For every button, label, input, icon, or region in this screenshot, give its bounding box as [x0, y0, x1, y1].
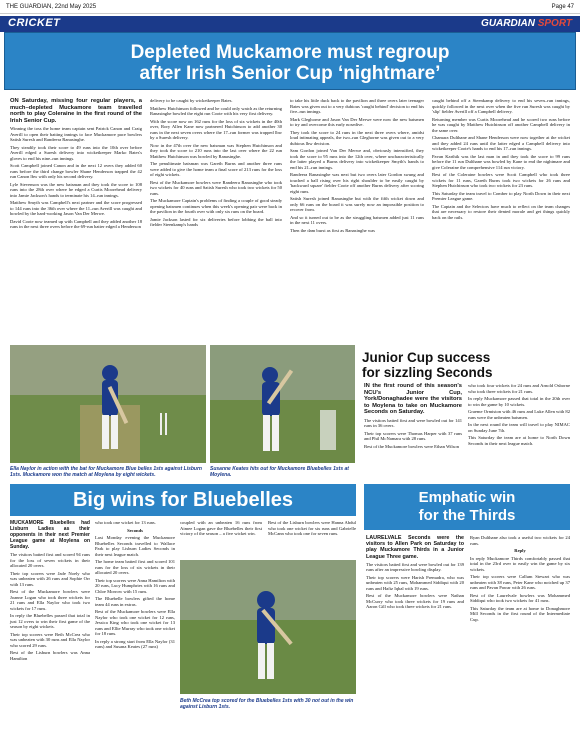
article-paragraph: caught behind off a Steenkamp delivery to end his seven–run innings, quickly followed in the next over when the five run Suresh was caught by 'slip' fielder Averill off a Campbell delivery. [432, 98, 570, 114]
thirds-column-1 [366, 535, 464, 612]
brand-word-2: SPORT [537, 18, 572, 29]
bluebelles-paragraph: The visitors batted first and scored 94 runs for the loss of seven wickets in their allocated 20 overs. [10, 552, 90, 568]
photo-batter-illustration [10, 345, 206, 463]
bluebelles-paragraph: In reply a strong start from Ella Naylor (31 runs) and Susana Keates (27 runs) [95, 638, 175, 649]
photo-fielder [180, 560, 356, 694]
article-paragraph: The penultimate batsman was Gareth Burns and another three runs were added to give the home team a final score of 213 runs for the loss of eight wickets. [150, 161, 282, 177]
bluebelles-paragraph: Their top scorers were Jade Noely who was unbeaten with 26 runs and Sophie Orr with 13 runs. [10, 570, 90, 587]
article-paragraph: With the score now on 162 runs for the loss of six wickets in the 40th over, Rory Allen Kane now partnered Hutchinson to add another 30 runs in the next seven overs where the 17–run former was trapped lbw by a Suresh delivery. [150, 118, 282, 140]
thirds-subhead: Reply [514, 548, 526, 553]
bluebelles-paragraph: In reply the Bluebelles passed that total in just 12 overs to win their first game of the season by eight wickets. [10, 613, 90, 629]
page-number: Page 47 [551, 4, 574, 10]
bluebelles-column-2 [95, 520, 175, 652]
thirds-paragraph: Ryan Dulthane also took a useful two wickets for 24 runs. [470, 535, 570, 546]
junior-headline-line-1: Junior Cup success [362, 350, 491, 365]
bluebelles-paragraph: Best of the Lisburn bowlers was Anna Hamilton [10, 650, 90, 661]
article-paragraph: Satish Suresh joined Ranasinghe but with the fifth wicket down and only 66 runs on the board it was surely now an impossible position to recover from. [290, 196, 424, 212]
junior-paragraph: In the next round the team will travel to play NIMAC on Sunday June 7th. [468, 422, 570, 433]
photo-fielder-illustration [180, 560, 356, 694]
thirds-paragraph: Their top scorers were Callum Stewart who was unbeaten with 38 runs, Peter Kane who notched up 37 runs and Pavan Pawar with 26 runs. [470, 574, 570, 590]
thirds-paragraph: The visitors batted first and were bowled out for 139 runs after an impressive bowling display. [366, 561, 464, 573]
thirds-lead: LAURELVALE Seconds were the visitors to Allen Park on Saturday to play Muckamore Thirds in a Junior League Three game. [366, 535, 464, 560]
junior-paragraph: Their top scorers were Thomas Harper with 37 runs and Phil McNamara with 28 runs. [364, 430, 462, 442]
article-paragraph: Mark Gleghorne and Jason Van Der Merwe were now the new batsmen to try and overcome this early nosedive. [290, 116, 424, 127]
brand-word-1: GUARDIAN [481, 18, 535, 29]
photo-hitter [210, 345, 355, 463]
article-paragraph: The Muckamore Captain's problems of finding a couple of good steady opening batsmen continues when this week's opening pair were back in the pavilion in the fourth over with only six runs on the board. [150, 198, 282, 214]
brand-logo [481, 18, 572, 29]
bluebelles-paragraph: The Bluebelle bowlers gifted the home team 44 runs in extras. [95, 596, 175, 607]
article-paragraph: The Captain and the Selectors have much to reflect on the team changes that are necessary to restore their dented morale and get things quickly back on the rails. [432, 203, 570, 220]
bluebelles-paragraph: Their top scorers were Anna Hamilton with 20 runs, Lucy Humphries with 16 runs and Chloe Morrow with 15 runs. [95, 577, 175, 594]
photo-caption-2: Susanne Keates hits out for Muckamore Bluebelles 1sts at Moylena. [210, 466, 349, 478]
bluebelles-paragraph: Their top scorers were Beth McCrea who was unbeaten with 30 runs and Ella Naylor who scored 29 runs. [10, 631, 90, 648]
junior-paragraph: who took four wickets for 24 runs and Arnold Osborne who took three wickets for 21 runs. [468, 383, 570, 394]
article-paragraph: Randeera Ranasinghe was next but two overs later Gordon swung and touched a ball rising over his right shoulder to be easily caught by 'backward square' fielder Coote off another Burns delivery after scoring eight runs. [290, 172, 424, 194]
thirds-column-2 [470, 535, 570, 624]
photo-caption-1: Ella Naylor in action with the bat for Muckamore Blue belles 1sts against Lisburn 1sts. Muckamore won the match at Moylena by eight wickets. [10, 466, 202, 478]
article-paragraph: Now in the 47th over the new batsman was Stephen Hutchinson and they took the score to 210 runs into the last over where the 22 run Matthew Hutchinson was bowled by Ranasinghe. [150, 142, 282, 159]
article-paragraph: This Saturday the team travel to Comber to play North Down in their next Premier League game. [432, 190, 570, 201]
junior-paragraph: The visitors batted first and were bowled out for 141 runs in 36 overs. [364, 417, 462, 429]
article-paragraph: Chamara Dulthane and Shane Henderson were now together at the wicket and they added 24 runs until the latter edged a Campbell delivery into wicketkeeper Coote's hands to end his 17–run innings. [432, 135, 570, 151]
article-paragraph: Lyle Stevenson was the new batsman and they took the score to 108 runs into the 28th over where he edged a Curtis Moorehead delivery into Jamie Jackson's hands to terminate his 14–run innings. [10, 181, 142, 198]
article-paragraph: Winning the toss the home team captain sent Patrick Canon and Craig Averill to open their batting innings to face Muckamore pace bowlers Satish Suresh and Randeera Ranasinghe. [10, 126, 142, 143]
thirds-headline-line-1: Emphatic win [418, 489, 516, 506]
junior-lead: IN the first round of this season's NCU's Junior Cup, York/Donaghadee were the visitors to Moylena to take on Muckamore Seconds on Saturday. [364, 383, 462, 416]
photo-batter [10, 345, 206, 463]
article-paragraph: Best of the Muckamore bowlers were Randeera Ranasinghe who took two wickets for 40 runs and Satish Suresh who took two wickets for 50 runs. [150, 179, 282, 196]
article-paragraph: to take his little duck back to the pavilion and three overs later teenager Bates was given out to a very dubious 'caught behind' decision to end his five–run innings. [290, 98, 424, 114]
bluebelles-paragraph: Best of the Muckamore bowlers were Joanne Logan who took three wickets for 21 runs and Ella Naylor who took two wickets for 17 runs. [10, 589, 90, 611]
junior-headline-line-2: for sizzling Seconds [362, 365, 493, 380]
section-label: CRICKET [8, 17, 61, 29]
article-column-3 [290, 98, 424, 235]
photo-caption-3: Beth McCrea top scored for the Bluebelles 1sts with 30 not out in the win against Lisburn 1sts. [180, 698, 354, 710]
article-paragraph: Scott Campbell joined Canon and in the next 12 overs they added 60 runs before the third change bowler Shane Henderson trapped the 42 run Canon lbw with only his second delivery. [10, 163, 142, 180]
article-paragraph: Returning member was Curtis Moorehead and he scored two runs before he was caught by Matthew Hutchinson off another Campbell delivery in the same over. [432, 116, 570, 133]
bluebelles-subhead: Seconds [127, 527, 143, 533]
article-lead: ON Saturday, missing four regular players, a much–depleted Muckamore team travelled north to play Coleraine in the first round of the Irish Senior Cup. [10, 98, 142, 124]
article-paragraph: David Coote now teamed up with Campbell and they added another 18 runs in the next three overs before the 69-run batter edged a Henderson [10, 218, 142, 230]
headline-line-1: Depleted Muckamore must regroup [130, 42, 450, 63]
bluebelles-column-1 [10, 520, 90, 663]
thirds-headline [364, 484, 570, 530]
junior-paragraph: Best of the Muckamore bowlers were Ethan Wilson [364, 443, 460, 449]
bluebelles-paragraph: Last Monday evening the Muckamore Bluebelles Seconds travelled to Wallace Park to play Lisburn Ladies Seconds in their next league match. [95, 535, 175, 557]
junior-paragraph: In reply Muckamore passed that total in the 20th over to win the game by 10 wickets. [468, 396, 570, 407]
thirds-headline-line-2: for the Thirds [418, 507, 516, 524]
junior-headline [362, 350, 572, 380]
main-headline [4, 32, 576, 90]
bluebelles-paragraph: Best of the Muckamore bowlers were Ella Naylor who took one wicket for 12 runs, Jessica King who took one wicket for 13 runs and Ellie Murray who took one wicket for 18 runs. [95, 609, 175, 636]
article-paragraph: Pavan Karthik was the last man in and they took the score to 99 runs before the 11 run Dulthane was bowled by Kane to end the nightmare and give Coleraine the comprehensive 114 run victory. [432, 153, 570, 170]
bluebelles-column-4 [268, 520, 356, 539]
bluebelles-paragraph: The home team batted first and scored 101 runs for the loss of six wickets in their allocated 20 overs. [95, 559, 175, 575]
article-paragraph: Best of the Coleraine bowlers were Scott Campbell who took three wickets for 11 runs, Gareth Burns took two wickets for 26 runs and Stephen Hutchinson who took two wickets for 23 runs. [432, 172, 570, 188]
article-paragraph: Matthew Smyth was Campbell's next partner and the score progressed to 144 runs into the 36th over where the 11–run Averill was caught and bowled by the hard-working Jason Van Der Merwe. [10, 200, 142, 217]
article-paragraph: delivery to be caught by wicketkeeper Bates. [150, 98, 233, 103]
bluebelles-column-3 [180, 520, 262, 539]
page-header [0, 0, 580, 14]
bluebelles-paragraph: coupled with an unbeaten 16 runs from Aimee Logan gave the Bluebelles their first victory of the season – a five wicket win. [180, 520, 262, 536]
article-column-4 [432, 98, 570, 222]
article-paragraph: They took the score to 24 runs in the next three overs where, amidst loud intimating appeals, the two–run Gleghorne was given out to a very dubious lbw decision. [290, 129, 424, 146]
bluebelles-headline: Big wins for Bluebelles [10, 484, 356, 516]
article-paragraph: Matthew Hutchinson followed and he could only watch as the returning Ranasinghe bowled the eight run Coote with his very first delivery. [150, 105, 282, 116]
thirds-paragraph: Their top scorers were Harish Premadra, who was unbeaten with 25 runs, Mohammed Siddiqui with 20 runs and Hafiz Iqbal with 19 runs. [366, 574, 464, 591]
junior-column-1 [364, 383, 462, 451]
article-paragraph: They steadily took their score to 49 runs into the 10th over before Averill edged a Suresh delivery into wicketkeeper Marko Bates's gloves to end his nine–run innings. [10, 144, 142, 161]
thirds-paragraph: Best of the Laurelvale bowlers was Mohammed Siddiqui who took two wickets for 41 runs. [470, 592, 570, 603]
thirds-paragraph: Best of the Muckamore bowlers were Nathan McCurry who took three wickets for 19 runs and Aaron Gill who took three wickets for 21 runs. [366, 593, 464, 610]
bluebelles-paragraph: who took one wicket for 13 runs. [95, 520, 156, 525]
article-paragraph: Jamie Jackson lasted for six deliveries before lobbing the ball into fielder Steenkamp's hands [150, 216, 282, 227]
thirds-paragraph: In reply Muckamore Thirds comfortably passed that total in the 23rd over to easily win the game by six wickets. [470, 555, 570, 572]
newspaper-date: THE GUARDIAN, 22nd May 2025 [6, 4, 97, 10]
junior-paragraph: This Saturday the team are at home to North Down Seconds in their next league match. [468, 435, 570, 446]
bluebelles-paragraph: Best of the Lisburn bowlers were Hanna Abdul who took one wicket for six runs and Gabrielle McCann who took one for seven runs. [268, 520, 356, 536]
article-paragraph: Sam Gordon joined Van Der Merwe and, obviously intensified, they took the score to 95 runs into the 12th over, where uncharacteristically the latter played a Burns delivery into wicketkeeper Smyth's hands to end his 21–run innings. [290, 148, 424, 170]
article-column-2 [150, 98, 282, 230]
article-column-1 [10, 98, 142, 232]
headline-line-2: after Irish Senior Cup ‘nightmare’ [139, 63, 441, 84]
article-paragraph: Then the dam burst as first as Ranasinghe was [290, 227, 375, 233]
junior-column-2 [468, 383, 570, 448]
article-paragraph: And so it turned out to be as the struggling batsmen added just 11 runs in the next 11 overs. [290, 214, 424, 225]
junior-paragraph: Graeme Ormiston with 46 runs and Luke Allen with 82 runs were the unbeaten batsmen. [468, 409, 570, 420]
bluebelles-lead: MUCKAMORE Bluebelles had Lisburn Ladies as their opponents in their next Premier League game at Moylena on Sunday. [10, 520, 90, 550]
thirds-paragraph: This Saturday the team are at home to Donaghmore Mill Seconds in the first round of the Intermediate Cup. [470, 605, 570, 622]
photo-hitter-illustration [210, 345, 355, 463]
